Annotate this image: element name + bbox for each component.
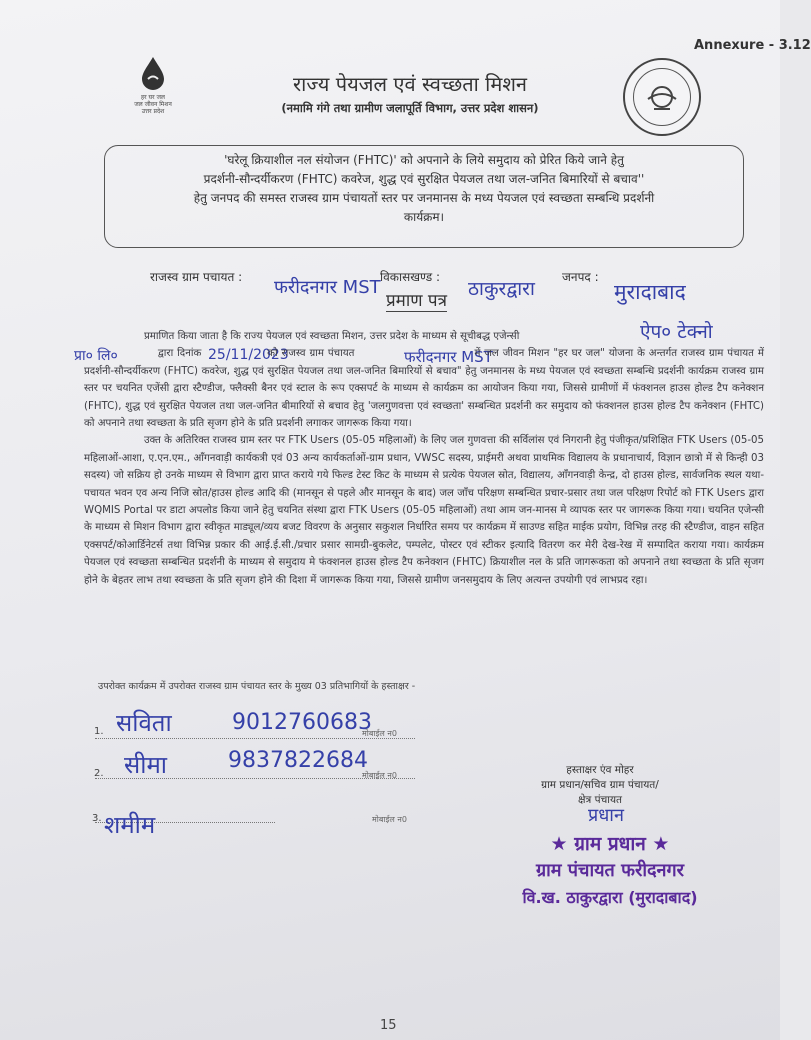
paragraph-1 — [84, 328, 764, 432]
authority-line-2: ग्राम प्रधान/सचिव ग्राम पंचायत/ — [541, 779, 659, 791]
stamp-line-1: ★ ग्राम प्रधान ★ — [550, 833, 670, 855]
authority-line-3: क्षेत्र पंचायत — [577, 794, 623, 806]
annexure-label: Annexure - 3.12 — [694, 38, 811, 53]
vikaskhand-value: ठाकुरद्वारा — [468, 278, 535, 300]
banner-line-4: कार्यक्रम। — [403, 210, 445, 224]
government-seal-icon — [623, 58, 701, 136]
p1-intro: प्रमाणित किया जाता है कि राज्य पेयजल एवं स्वच्छता मिशन, उत्तर प्रदेश के माध्यम से सूचीबद्ध एजेन्सी — [144, 331, 520, 342]
stamp-line-3: वि.ख. ठाकुरद्वारा (मुरादाबाद) — [522, 888, 698, 907]
gram-pradhan-stamp — [500, 830, 720, 908]
participant-2-mobile: 9837822684 — [228, 748, 368, 773]
pvt-ltd: प्रा० लि० — [74, 348, 118, 364]
p1-panchayat-lead: को राजस्व ग्राम पंचायत — [267, 348, 355, 360]
participant-3-name: शमीम — [104, 811, 156, 839]
sig-number-3: 3. — [92, 813, 102, 824]
program-date: 25/11/2023 — [208, 347, 289, 363]
p1-date-lead: द्वारा दिनांक — [157, 348, 202, 360]
participant-1-name: सविता — [116, 709, 172, 737]
participant-1-mobile: 9012760683 — [232, 710, 372, 735]
seal-emblem-icon — [634, 69, 690, 125]
logo-caption: हर घर जल जल जीवन मिशन उत्तर प्रदेश — [134, 94, 172, 115]
page-title: राज्य पेयजल एवं स्वच्छता मिशन — [292, 72, 528, 96]
vikaskhand-label: विकासखण्ड : — [380, 270, 441, 284]
authority-line-1: हस्ताक्षर एंव मोहर — [566, 764, 634, 776]
stamp-line-2: ग्राम पंचायत फरीदनगर — [535, 860, 685, 881]
janpad-value: मुरादाबाद — [614, 280, 686, 304]
mobile-label-1: मोबाईल न0 — [362, 729, 397, 738]
signatures-lead: उपरोक्त कार्यक्रम में उपरोक्त राजस्व ग्राम पंचायत स्तर के मुख्य 03 प्रतिभागियों के हस्ताक्षर - — [98, 681, 416, 692]
star-icon: ★ — [645, 833, 670, 855]
p1-main: में जल जीवन मिशन "हर घर जल" योजना के अन्तर्गत राजस्व ग्राम पंचायत में प्रदर्शनी-सौन्दर्यीकरण (FHTC) कवरेज, शुद्ध एवं सुरक्षित पेयजल तथा जल-जनित बिमारियों से बचाव" हेतु जनमानस के मध्य पेयजल एवं स्वच्छता सम्बन्धि प्रदर्शनी कार्यक्रम राजस्व ग्राम स्तर पर चयनित एजेंसी द्वारा स्टैण्डीज, फ्लैक्सी बैनर एवं स्टाल के रूप एक्सपर्ट के माध्यम से कार्यक्रम का आयोजन किया गया, जिससे ग्रामीणों में फंक्शनल हाउस होल्ड टैप कनेक्शन (FHTC), शुद्ध एवं सुरक्षित पेयजल तथा जल-जनित बीमारियों से बचाव हेतु 'जलगुणवत्ता एवं स्वच्छता' सम्बन्धित प्रदर्शनी कर समुदाय को फंक्शनल हाउस होल्ड टैप कनेक्शन (FHTC) को अपनाने तथा स्वच्छता के प्रति सृजग होने के प्रति प्रदर्शनी लगाकर जागरूक किया गया। — [84, 348, 764, 430]
har-ghar-jal-logo — [128, 56, 178, 115]
water-drop-icon — [139, 56, 167, 90]
page-number: 15 — [380, 1018, 397, 1033]
certificate-body — [84, 328, 764, 589]
agency-name: ऐप० टेक्नो — [640, 321, 713, 343]
page-subtitle: (नमामि गंगे तथा ग्रामीण जलापूर्ति विभाग, उत्तर प्रदेश शासन) — [281, 101, 539, 115]
sig-number-1: 1. — [94, 726, 104, 737]
panchayat-inline: फरीदनगर MST — [404, 348, 493, 366]
certificate-heading: प्रमाण पत्र — [386, 288, 447, 312]
paragraph-2: उक्त के अतिरिक्त राजस्व ग्राम स्तर पर FTK Users (05-05 महिलाओं) के लिए जल गुणवत्ता की सर्विलांस एवं निगरानी हेतु पंजीकृत/प्रशिक्षित FTK Users (05-05 महिलाओं-आशा, ए.एन.एम., आँगनवाड़ी कार्यकत्री एवं 03 अन्य कार्यकर्ताओं-ग्राम प्रधान, VWSC सदस्य, प्राईमरी अथवा प्राथमिक विद्यालय के प्रधानाचार्य, विज्ञान छात्रो में से किन्ही 03 सदस्य) जो सक्रिय हो उनके माध्यम से विभाग द्वारा प्राप्त कराये गये फिल्ड टेस्ट किट के माध्यम से प्रत्येक पेयजल स्रोत, विद्यालय, आँगनवाड़ी केन्द्र, दो हाउस होल्ड, सार्वजनिक स्थल यथा-पचायत भवन एव अन्य निजि स्रोत/हाउस होल्ड आदि की (मानसून से पहले और मानसून के बाद) जल जाँच परिक्षण सम्बन्धित प्रचार-प्रसार तथा जल परिक्षण रिपोर्ट को FTK Users द्वारा WQMIS Portal पर डाटा अपलोड किया जाने हेतु चयनित संस्था द्वारा FTK Users (05-05 महिलाओं) तथा आम जन-मानस मे व्यापक स्तर पर जागरूक किया गया। चयनित एजेन्सी के माध्यम से मिशन विभाग द्वारा स्वीकृत माड्यूल/व्यय बजट विवरण के अनुसार सकुशल निर्धारित समय पर कार्यक्रम में साउण्ड सहित माईक प्रयोग, विभिन्न तरह की स्टैण्डीज, वाहन सहित एक्सपर्ट/कोआर्डिनेटर्स तथा विभिन्न प्रकार की आई.ई.सी./प्रचार प्रसार सामग्री-बुकलेट, पम्पलेट, पोस्टर एवं स्टीकर इत्यादि वितरण कर मेरी देख-रेख में सम्पादित कराया गया। कार्यक्रम पेयजल एवं स्वच्छता सम्बन्धित प्रदर्शनी के माध्यम से समुदाय मे फंक्शनल हाउस होल्ड टैप कनेक्शन (FHTC) क्रियाशील नल के प्रति जागरूकता को अपनाने तथा स्वच्छता के प्रति सृजग होने के बेहतर लाभ तथा स्वच्छता के प्रति सृजग होने की दिशा में जागरूक किया गया, जिससे ग्रामीण जनसमुदाय के लिए अत्यन्त उपयोगी एवं लाभप्रद रहा। — [84, 435, 764, 586]
star-icon: ★ — [550, 833, 575, 855]
banner-line-3: हेतु जनपद की समस्त राजस्व ग्राम पंचायतों स्तर पर जनमानस के मध्य पेयजल एवं स्वच्छता सम्बन्धि प्रदर्शनी — [193, 191, 655, 205]
program-banner — [104, 145, 744, 248]
pradhan-signature: प्रधान — [588, 805, 624, 826]
mobile-label-2: मोबाईल न0 — [362, 771, 397, 780]
participant-2-name: सीमा — [124, 751, 168, 779]
janpad-label: जनपद : — [562, 270, 599, 284]
banner-line-1: 'घरेलू क्रियाशील नल संयोजन (FHTC)' को अपनाने के लिये समुदाय को प्रेरित किये जाने हेतु — [224, 153, 624, 167]
gram-panchayat-label: राजस्व ग्राम पचायत : — [150, 270, 243, 284]
seal-inner-ring — [633, 68, 691, 126]
banner-line-2: प्रदर्शनी-सौन्दर्यीकरण (FHTC) कवरेज, शुद्ध एवं सुरक्षित पेयजल तथा जल-जनित बिमारियों से बचाव'' — [203, 172, 645, 186]
sig-number-2: 2. — [94, 768, 104, 779]
authority-signature-block — [500, 763, 700, 808]
mobile-label-3: मोबाईल न0 — [372, 815, 407, 824]
gram-panchayat-value: फरीदनगर MST — [274, 277, 381, 298]
